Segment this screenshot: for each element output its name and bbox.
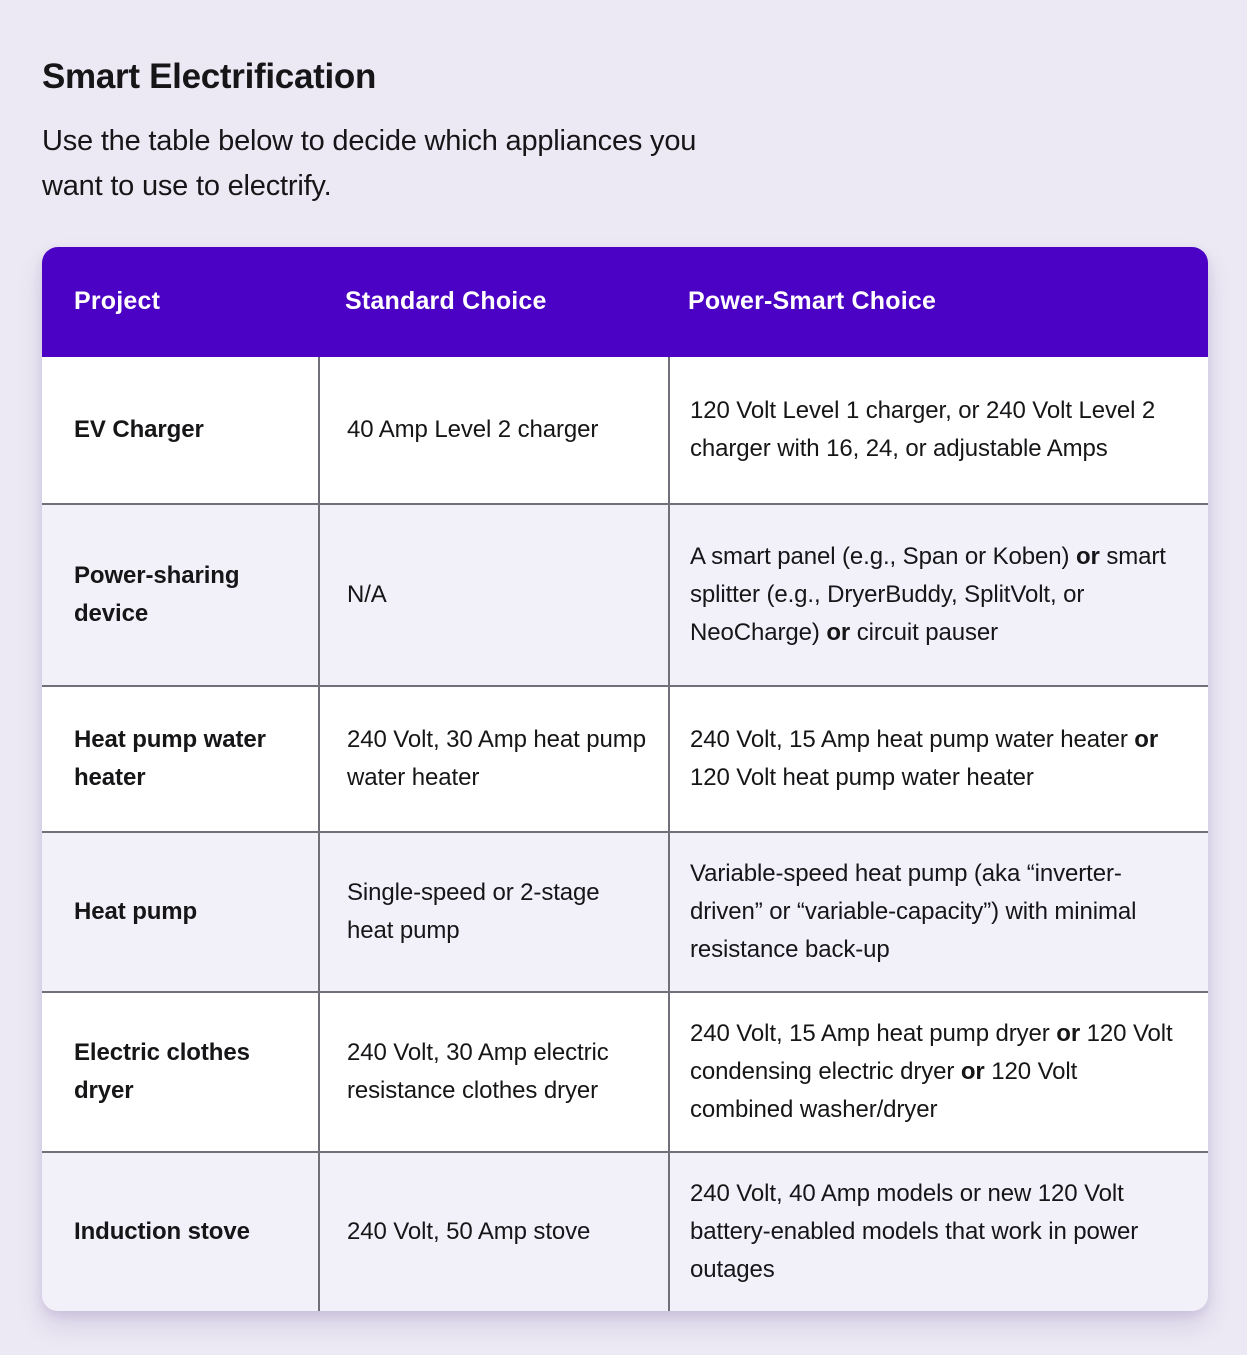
standard-choice-cell: 40 Amp Level 2 charger [318, 357, 668, 503]
power-smart-choice-cell: Variable-speed heat pump (aka “inverter-driven” or “variable-capacity”) with minimal resistance back-up [668, 833, 1208, 991]
column-header-power-smart-choice: Power-Smart Choice [688, 287, 937, 316]
power-smart-choice-cell: 240 Volt, 15 Amp heat pump water heater or 120 Volt heat pump water heater [668, 687, 1208, 831]
project-cell: Power-sharing device [74, 561, 240, 627]
page-title: Smart Electrification [42, 57, 377, 96]
table-header-row [42, 247, 1208, 357]
standard-choice-cell: 240 Volt, 30 Amp heat pump water heater [318, 687, 668, 831]
table-body [42, 357, 1208, 1311]
power-smart-choice-cell: 240 Volt, 40 Amp models or new 120 Volt battery-enabled models that work in power outages [668, 1153, 1208, 1311]
column-header-project: Project [74, 287, 161, 316]
project-cell: Heat pump [74, 897, 198, 925]
page-subtitle: Use the table below to decide which appliances you want to use to electrify. [42, 125, 697, 202]
table-row [42, 357, 1208, 503]
standard-choice-cell: 240 Volt, 30 Amp electric resistance clothes dryer [318, 993, 668, 1151]
standard-choice-cell: N/A [318, 505, 668, 685]
table-row [42, 685, 1208, 831]
electrification-table [42, 247, 1208, 1311]
table-row [42, 1151, 1208, 1311]
project-cell: Electric clothes dryer [74, 1038, 250, 1104]
table-row [42, 991, 1208, 1151]
standard-choice-cell: 240 Volt, 50 Amp stove [318, 1153, 668, 1311]
project-cell: Heat pump water heater [74, 725, 266, 791]
project-cell: EV Charger [74, 415, 204, 443]
standard-choice-cell: Single-speed or 2-stage heat pump [318, 833, 668, 991]
project-cell: Induction stove [74, 1217, 250, 1245]
power-smart-choice-cell: 120 Volt Level 1 charger, or 240 Volt Level 2 charger with 16, 24, or adjustable Amps [668, 357, 1208, 503]
power-smart-choice-cell: 240 Volt, 15 Amp heat pump dryer or 120 Volt condensing electric dryer or 120 Volt combined washer/dryer [668, 993, 1208, 1151]
table-row [42, 831, 1208, 991]
table-row [42, 503, 1208, 685]
column-header-standard-choice: Standard Choice [345, 287, 547, 316]
power-smart-choice-cell: A smart panel (e.g., Span or Koben) or smart splitter (e.g., DryerBuddy, SplitVolt, or NeoCharge) or circuit pauser [668, 505, 1208, 685]
